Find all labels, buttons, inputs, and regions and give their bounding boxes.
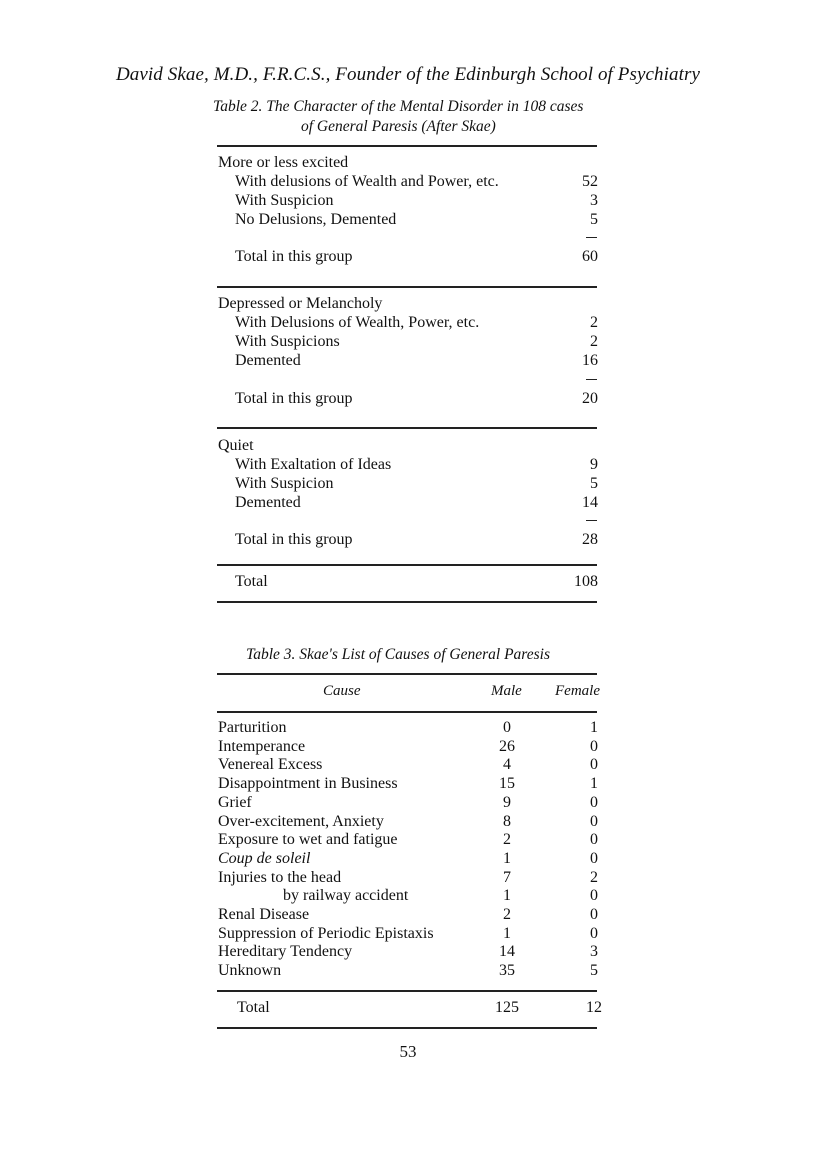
column-header-cause: Cause bbox=[323, 683, 361, 699]
table-row: No Delusions, Demented 5 bbox=[235, 211, 598, 228]
table-row: Renal Disease 2 0 bbox=[218, 906, 598, 923]
table3-total-rule bbox=[217, 990, 597, 992]
table-row: Injuries to the head 7 2 bbox=[218, 868, 598, 886]
table-row: With Suspicion 3 bbox=[235, 192, 598, 209]
page-number: 53 bbox=[399, 1042, 417, 1061]
group-divider bbox=[217, 427, 597, 429]
table-row: Exposure to wet and fatigue 2 0 bbox=[218, 831, 598, 849]
table-row: Intemperance 26 0 bbox=[218, 737, 598, 755]
group-heading: Quiet bbox=[218, 437, 254, 454]
table-row: Grief 9 0 bbox=[218, 793, 598, 811]
table3-total-row: Total 125 12 bbox=[237, 999, 602, 1016]
table-row: With Delusions of Wealth, Power, etc. 2 bbox=[235, 314, 598, 331]
table-row: Disappointment in Business 15 1 bbox=[218, 775, 598, 793]
table3-header-rule bbox=[217, 711, 597, 713]
sum-rule bbox=[586, 237, 597, 238]
table3-top-rule bbox=[217, 673, 597, 675]
group-total-row: Total in this group 60 bbox=[235, 248, 598, 265]
table-row: With Exaltation of Ideas 9 bbox=[235, 456, 598, 473]
table3-caption: Table 3. Skae's List of Causes of General Paresis bbox=[246, 646, 550, 663]
column-header-male: Male bbox=[491, 683, 522, 699]
table-row: Demented 14 bbox=[235, 494, 598, 511]
table-row: Unknown 35 5 bbox=[218, 962, 598, 980]
table2-bottom-rule bbox=[217, 601, 597, 603]
table-row: Suppression of Periodic Epistaxis 1 0 bbox=[218, 924, 598, 942]
column-header-female: Female bbox=[555, 683, 600, 699]
sum-rule bbox=[586, 379, 597, 380]
group-total-row: Total in this group 20 bbox=[235, 390, 598, 407]
sum-rule bbox=[586, 520, 597, 521]
table-row: With Suspicion 5 bbox=[235, 475, 598, 492]
table2-top-rule bbox=[217, 145, 597, 147]
table3-bottom-rule bbox=[217, 1027, 597, 1029]
table-row: With Suspicions 2 bbox=[235, 333, 598, 350]
table-row: With delusions of Wealth and Power, etc. 52 bbox=[235, 173, 598, 190]
group-divider bbox=[217, 564, 597, 566]
table-row: by railway accident 1 0 bbox=[283, 887, 598, 905]
table2-caption-line1: Table 2. The Character of the Mental Disorder in 108 cases bbox=[213, 98, 584, 115]
grand-total-row: Total 108 bbox=[235, 573, 598, 590]
table-row: Coup de soleil 1 0 bbox=[218, 849, 598, 867]
table-row: Demented 16 bbox=[235, 352, 598, 369]
table-row: Parturition 0 1 bbox=[218, 719, 598, 736]
group-divider bbox=[217, 286, 597, 288]
running-head: David Skae, M.D., F.R.C.S., Founder of the Edinburgh School of Psychiatry bbox=[115, 64, 701, 85]
table-row: Hereditary Tendency 14 3 bbox=[218, 943, 598, 961]
table-row: Over-excitement, Anxiety 8 0 bbox=[218, 812, 598, 830]
group-heading: Depressed or Melancholy bbox=[218, 295, 383, 312]
table2-caption-line2: of General Paresis (After Skae) bbox=[301, 118, 496, 135]
group-heading: More or less excited bbox=[218, 154, 349, 171]
group-total-row: Total in this group 28 bbox=[235, 531, 598, 548]
table-row: Venereal Excess 4 0 bbox=[218, 756, 598, 774]
